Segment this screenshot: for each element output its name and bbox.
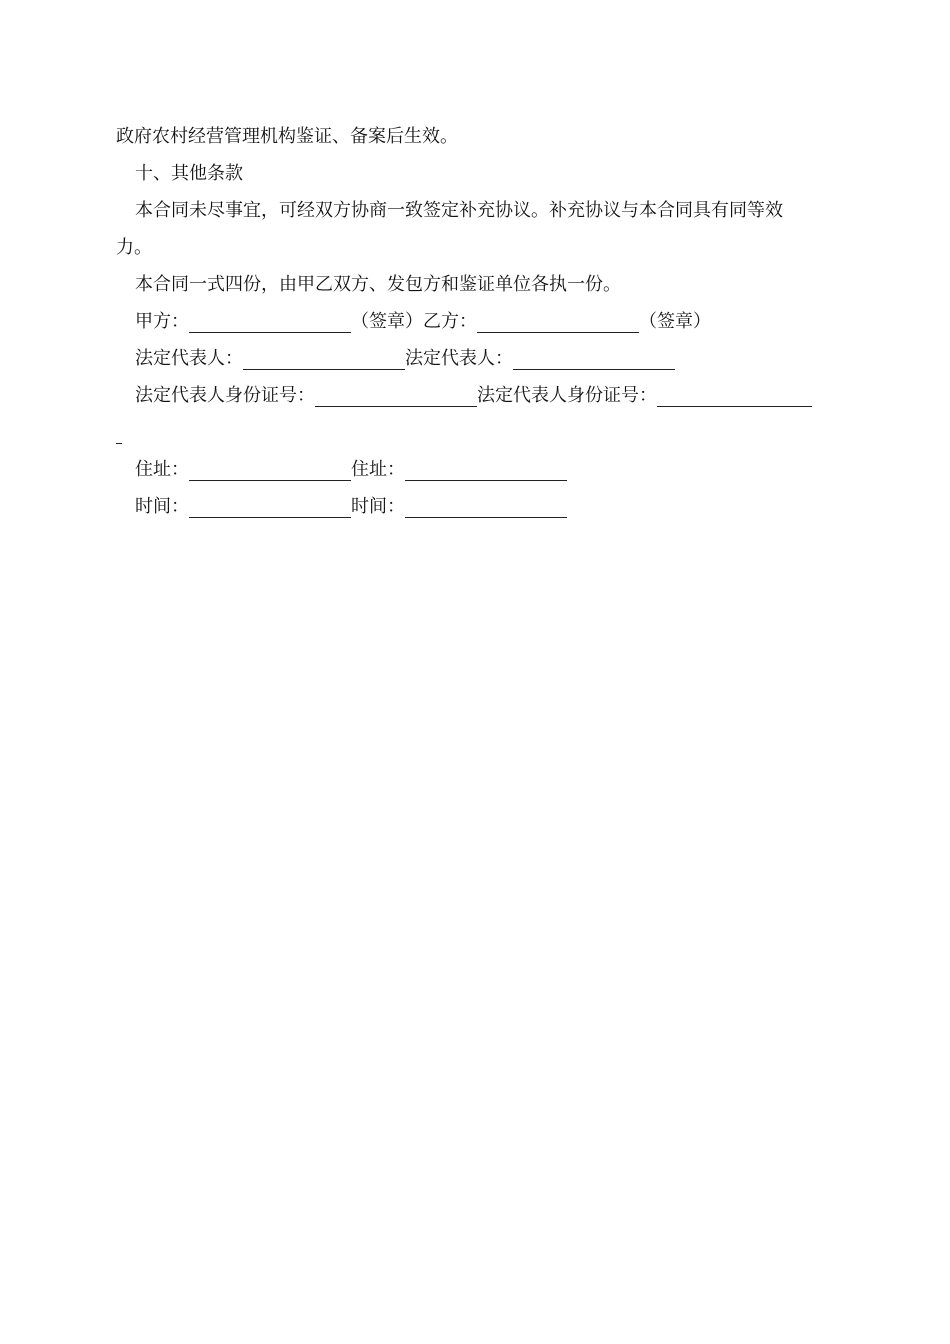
- document-body: [116, 118, 840, 525]
- id-a-blank[interactable]: [315, 381, 477, 407]
- section-heading: [116, 155, 840, 192]
- id-a-label: 法定代表人身份证号：: [135, 385, 315, 406]
- seal-a-label: （签章）: [351, 311, 423, 332]
- party-a-blank[interactable]: [189, 307, 351, 333]
- address-b-blank[interactable]: [405, 455, 567, 481]
- id-b-blank-overflow[interactable]: [116, 418, 122, 444]
- legal-rep-a-blank[interactable]: [243, 344, 405, 370]
- time-a-blank[interactable]: [189, 492, 351, 518]
- party-b-blank[interactable]: [477, 307, 639, 333]
- signature-row-legal-rep: [116, 340, 840, 377]
- paragraph-supplement: [116, 192, 840, 229]
- effective-text: 政府农村经营管理机构鉴证、备案后生效。: [116, 126, 458, 147]
- legal-rep-a-label: 法定代表人：: [135, 348, 243, 369]
- party-b-label: 乙方：: [423, 311, 477, 332]
- signature-row-time: [116, 488, 840, 525]
- section-heading-text: 十、其他条款: [135, 163, 243, 184]
- signature-row-address: [116, 451, 840, 488]
- paragraph-supplement-continued: [116, 229, 840, 266]
- signature-row-parties: [116, 303, 840, 340]
- id-b-label: 法定代表人身份证号：: [477, 385, 657, 406]
- supplement-text: 本合同未尽事宜，可经双方协商一致签定补充协议。补充协议与本合同具有同等效: [135, 200, 783, 221]
- signature-row-id-number-overflow: [116, 414, 840, 451]
- signature-row-id-number: [116, 377, 840, 414]
- address-b-label: 住址：: [351, 459, 405, 480]
- time-b-blank[interactable]: [405, 492, 567, 518]
- legal-rep-b-blank[interactable]: [513, 344, 675, 370]
- time-b-label: 时间：: [351, 496, 405, 517]
- id-b-blank[interactable]: [657, 381, 812, 407]
- copies-text: 本合同一式四份，由甲乙双方、发包方和鉴证单位各执一份。: [135, 274, 621, 295]
- paragraph-effective: [116, 118, 840, 155]
- party-a-label: 甲方：: [135, 311, 189, 332]
- legal-rep-b-label: 法定代表人：: [405, 348, 513, 369]
- seal-b-label: （签章）: [639, 311, 711, 332]
- address-a-label: 住址：: [135, 459, 189, 480]
- paragraph-copies: [116, 266, 840, 303]
- supplement-text-end: 力。: [116, 237, 152, 258]
- time-a-label: 时间：: [135, 496, 189, 517]
- address-a-blank[interactable]: [189, 455, 351, 481]
